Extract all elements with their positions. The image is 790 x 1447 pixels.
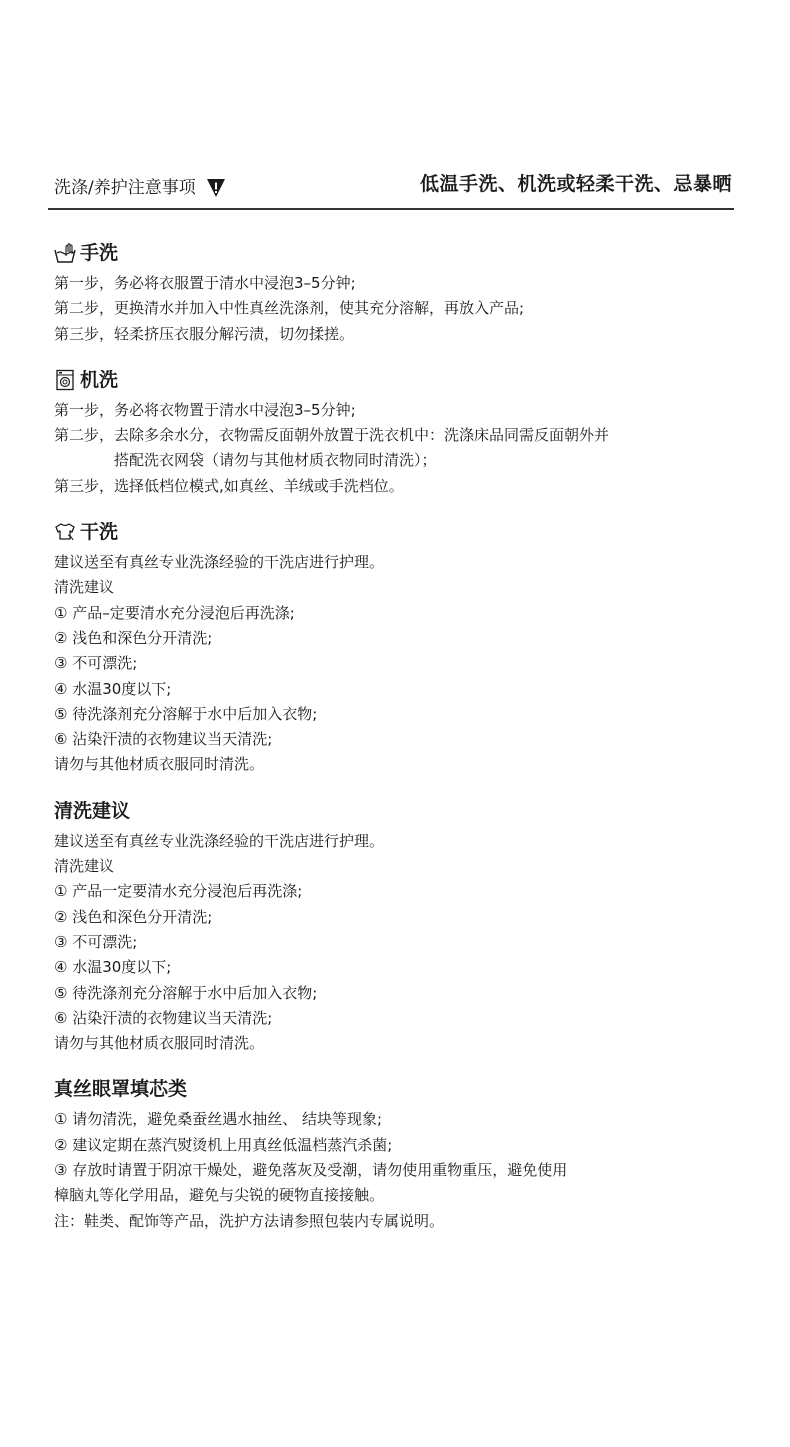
- hand-wash-section: [54, 238, 744, 347]
- dry-clean-line: ② 浅色和深色分开清洗;: [54, 628, 213, 647]
- hand-wash-step-3: [54, 322, 744, 347]
- wash-advice-line: 清洗建议: [54, 857, 115, 876]
- eye-mask-title: 真丝眼罩填芯类: [54, 1078, 188, 1101]
- step-label: 第三步，: [54, 476, 115, 495]
- dry-clean-line: ① 产品–定要清水充分浸泡后再洗涤;: [54, 603, 295, 622]
- step-text: 去除多余水分，衣物需反面朝外放置于洗衣机中：洗涤床品同需反面朝外并: [114, 426, 610, 445]
- step-text: 轻柔挤压衣服分解污渍，切勿揉搓。: [114, 324, 355, 343]
- wash-advice-section: [54, 796, 744, 1057]
- dry-clean-heading: [54, 517, 744, 547]
- dry-clean-title: 干洗: [80, 521, 119, 544]
- eye-mask-line: ① 请勿清洗，避免桑蚕丝遇水抽丝、 结块等现象;: [54, 1110, 383, 1129]
- washing-machine-icon: [54, 369, 76, 391]
- wash-advice-line: ② 浅色和深色分开清洗;: [54, 907, 213, 926]
- care-header: [48, 170, 734, 210]
- hand-wash-heading: [54, 238, 744, 268]
- hand-wash-step-2: [54, 296, 744, 321]
- step-label: 第二步，: [54, 299, 115, 318]
- wash-advice-line: ③ 不可漂洗;: [54, 932, 138, 951]
- machine-wash-step-1: [54, 398, 744, 423]
- hand-wash-basin-icon: [54, 242, 76, 264]
- hand-wash-title: 手洗: [80, 242, 119, 264]
- eye-mask-line: ③ 存放时请置于阴凉干燥处，避免落灰及受潮，请勿使用重物重压，避免使用: [54, 1161, 568, 1180]
- step-text-continued: 搭配洗衣网袋（请勿与其他材质衣物同时清洗）；: [114, 451, 437, 470]
- dry-clean-line: ⑥ 沾染汗渍的衣物建议当天清洗;: [54, 730, 273, 749]
- eye-mask-section: [54, 1074, 744, 1233]
- machine-wash-step-2: [54, 423, 744, 474]
- wash-advice-line: 请勿与其他材质衣服同时清洗。: [54, 1034, 265, 1053]
- machine-wash-heading: [54, 365, 744, 395]
- dry-clean-line: ⑤ 待洗涤剂充分溶解于水中后加入衣物;: [54, 704, 318, 723]
- dry-clean-line: 建议送至有真丝专业洗涤经验的干洗店进行护理。: [54, 553, 385, 572]
- step-text: 更换清水并加入中性真丝洗涤剂，使其充分溶解，再放入产品;: [114, 299, 525, 318]
- step-text-block: [114, 423, 716, 474]
- eye-mask-note: 注：鞋类、配饰等产品，洗护方法请参照包装内专属说明。: [54, 1211, 445, 1230]
- dry-clean-shirt-icon: [54, 521, 76, 543]
- eye-mask-line: 樟脑丸等化学用品，避免与尖锐的硬物直接接触。: [54, 1186, 385, 1205]
- warning-triangle-icon: [206, 178, 226, 198]
- wash-advice-heading: [54, 796, 744, 826]
- step-label: 第一步，: [54, 400, 115, 419]
- eye-mask-heading: [54, 1074, 744, 1104]
- dry-clean-line: 清洗建议: [54, 578, 115, 597]
- step-text: 选择低档位模式,如真丝、羊绒或手洗档位。: [114, 476, 404, 495]
- step-text: 务必将衣服置于清水中浸泡3–5分钟;: [114, 274, 356, 292]
- wash-advice-title: 清洗建议: [54, 799, 131, 822]
- dry-clean-section: [54, 517, 744, 778]
- step-label: 第三步，: [54, 324, 115, 343]
- eye-mask-line: ② 建议定期在蒸汽熨烫机上用真丝低温档蒸汽杀菌;: [54, 1135, 393, 1154]
- step-text: 务必将衣物置于清水中浸泡3–5分钟;: [114, 400, 356, 419]
- care-header-left: [54, 176, 226, 200]
- care-header-label: 洗涤/养护注意事项: [54, 178, 196, 198]
- dry-clean-line: 请勿与其他材质衣服同时清洗。: [54, 755, 265, 774]
- dry-clean-line: ③ 不可漂洗;: [54, 654, 138, 673]
- machine-wash-title: 机洗: [80, 368, 119, 391]
- wash-advice-line: ④ 水温30度以下;: [54, 958, 172, 977]
- wash-advice-line: 建议送至有真丝专业洗涤经验的干洗店进行护理。: [54, 831, 385, 850]
- dry-clean-line: ④ 水温30度以下;: [54, 679, 172, 698]
- step-label: 第二步，: [54, 426, 115, 445]
- hand-wash-step-1: [54, 271, 744, 296]
- wash-advice-line: ① 产品一定要清水充分浸泡后再洗涤;: [54, 882, 303, 901]
- care-summary: 低温手洗、机洗或轻柔干洗、忌暴晒: [419, 173, 732, 195]
- machine-wash-step-3: [54, 474, 744, 499]
- wash-advice-line: ⑤ 待洗涤剂充分溶解于水中后加入衣物;: [54, 983, 318, 1002]
- step-label: 第一步，: [54, 274, 115, 292]
- care-content: [54, 238, 744, 1252]
- machine-wash-section: [54, 365, 744, 499]
- wash-advice-line: ⑥ 沾染汗渍的衣物建议当天清洗;: [54, 1008, 273, 1027]
